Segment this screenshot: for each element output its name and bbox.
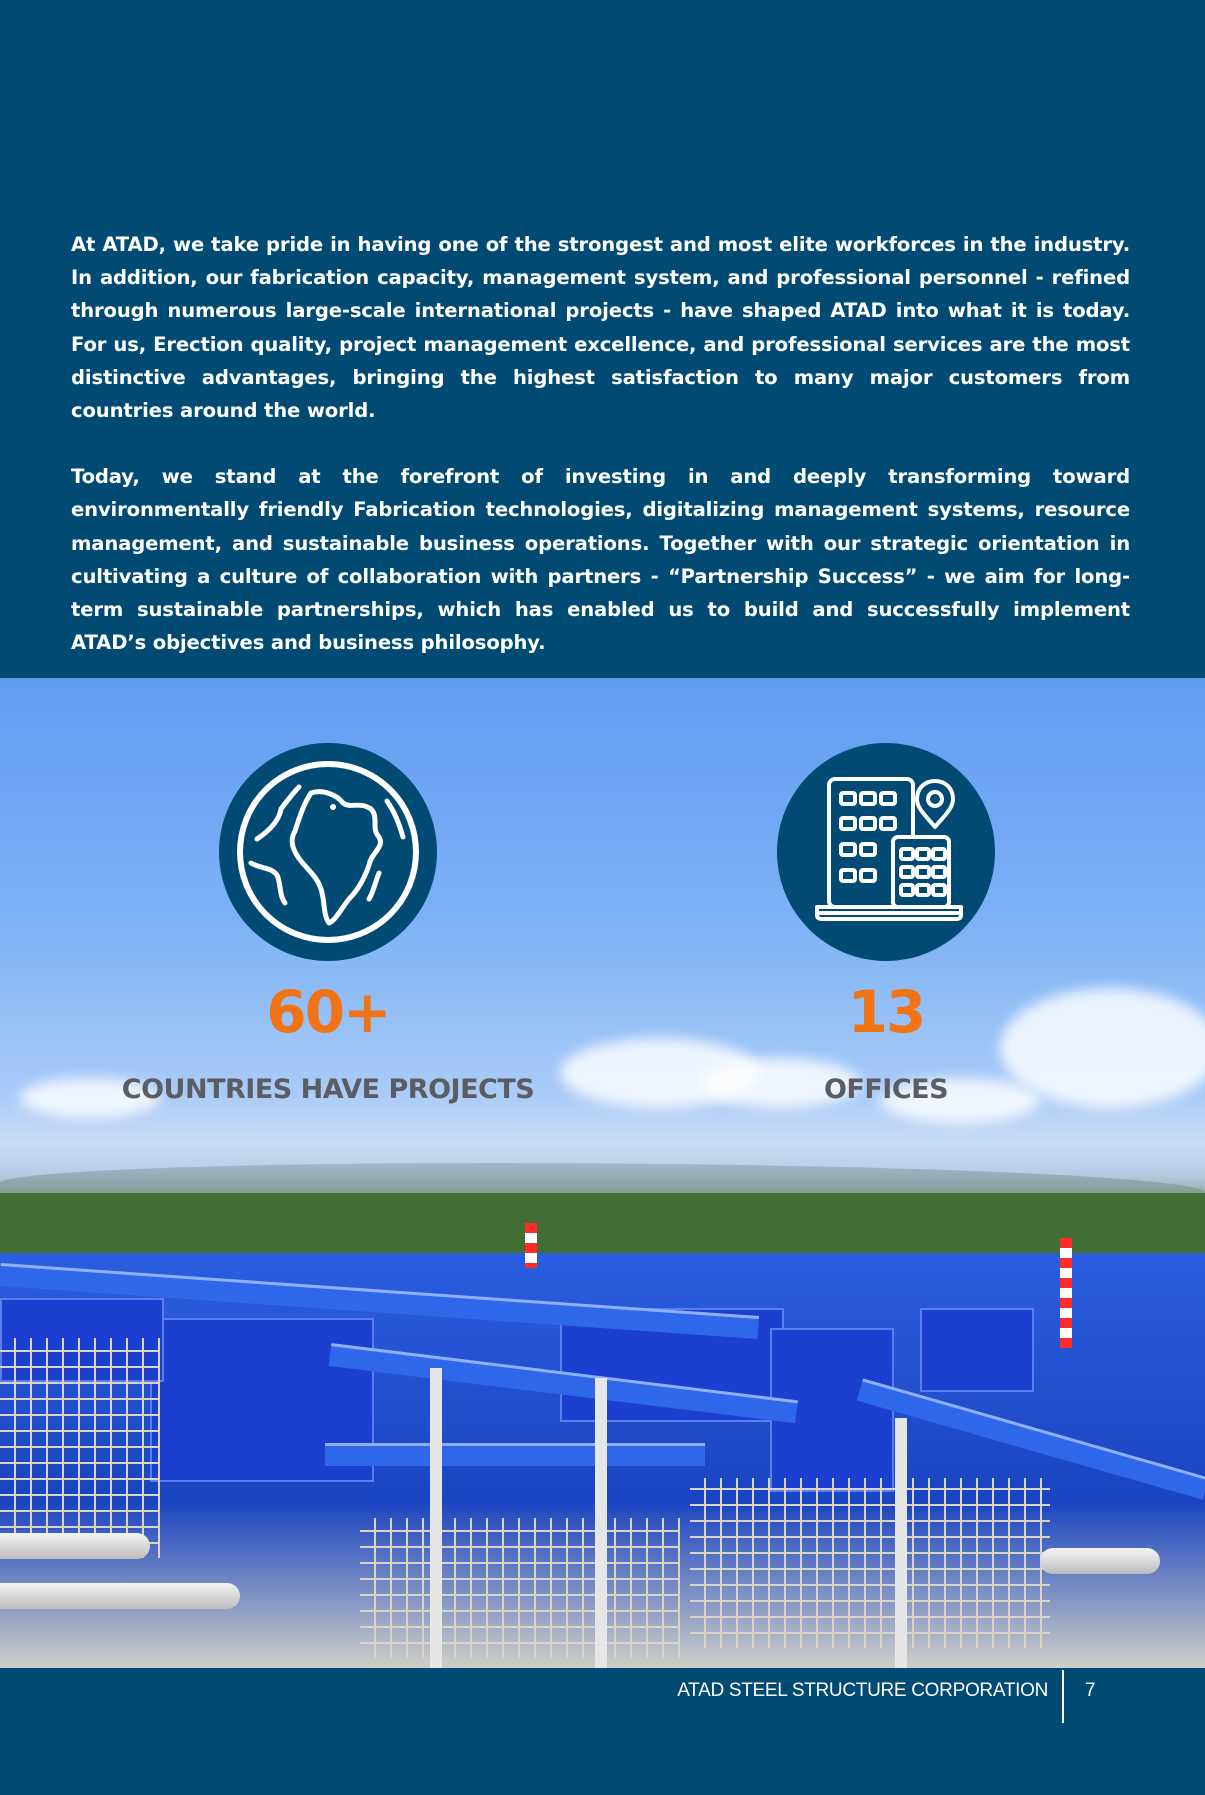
support-column (895, 1418, 907, 1668)
scaffolding (0, 1338, 160, 1558)
page-number: 7 (1085, 1680, 1096, 1701)
chimney (1060, 1238, 1072, 1348)
pipe (1040, 1548, 1160, 1574)
countries-label: COUNTRIES HAVE PROJECTS (121, 1074, 535, 1105)
globe-icon (219, 743, 437, 961)
pipe (0, 1583, 240, 1609)
scaffolding (360, 1518, 680, 1658)
factory-photo (0, 678, 1205, 1668)
support-column (430, 1368, 442, 1668)
offices-label: OFFICES (823, 1074, 949, 1105)
office-building-location-icon (777, 743, 995, 961)
intro-paragraph-1: At ATAD, we take pride in having one of the strongest and most elite workforces in the industry. In addition, our fabrication capacity, management system, and professional personnel - refined through numerous large-scale international projects - have shaped ATAD into what it is today. For us, Erection quality, project management excellence, and professional services are the most distinctive advantages, bringing the highest satisfaction to many major customers from countries around the world. (71, 233, 1130, 423)
building-block (920, 1308, 1034, 1392)
support-column (595, 1378, 607, 1668)
chimney (525, 1223, 537, 1268)
pipe (0, 1533, 150, 1559)
globe-icon-circle (219, 743, 437, 961)
intro-text (71, 228, 1130, 692)
footer-company-name: ATAD STEEL STRUCTURE CORPORATION (677, 1680, 1048, 1701)
footer-divider (1062, 1670, 1064, 1723)
conveyor-beam (325, 1443, 705, 1466)
office-icon-circle (777, 743, 995, 961)
offices-count: 13 (847, 978, 925, 1046)
scaffolding (690, 1478, 1050, 1648)
countries-count: 60+ (266, 978, 390, 1046)
intro-paragraph-2: Today, we stand at the forefront of investing in and deeply transforming toward environmentally friendly Fabrication technologies, digitalizing management systems, resource management, and sustainable business operations. Together with our strategic orientation in cultivating a culture of collaboration with partners - “Partnership Success” - we aim for long-term sustainable partnerships, which has enabled us to build and successfully implement ATAD’s objectives and business philosophy. (71, 465, 1130, 655)
